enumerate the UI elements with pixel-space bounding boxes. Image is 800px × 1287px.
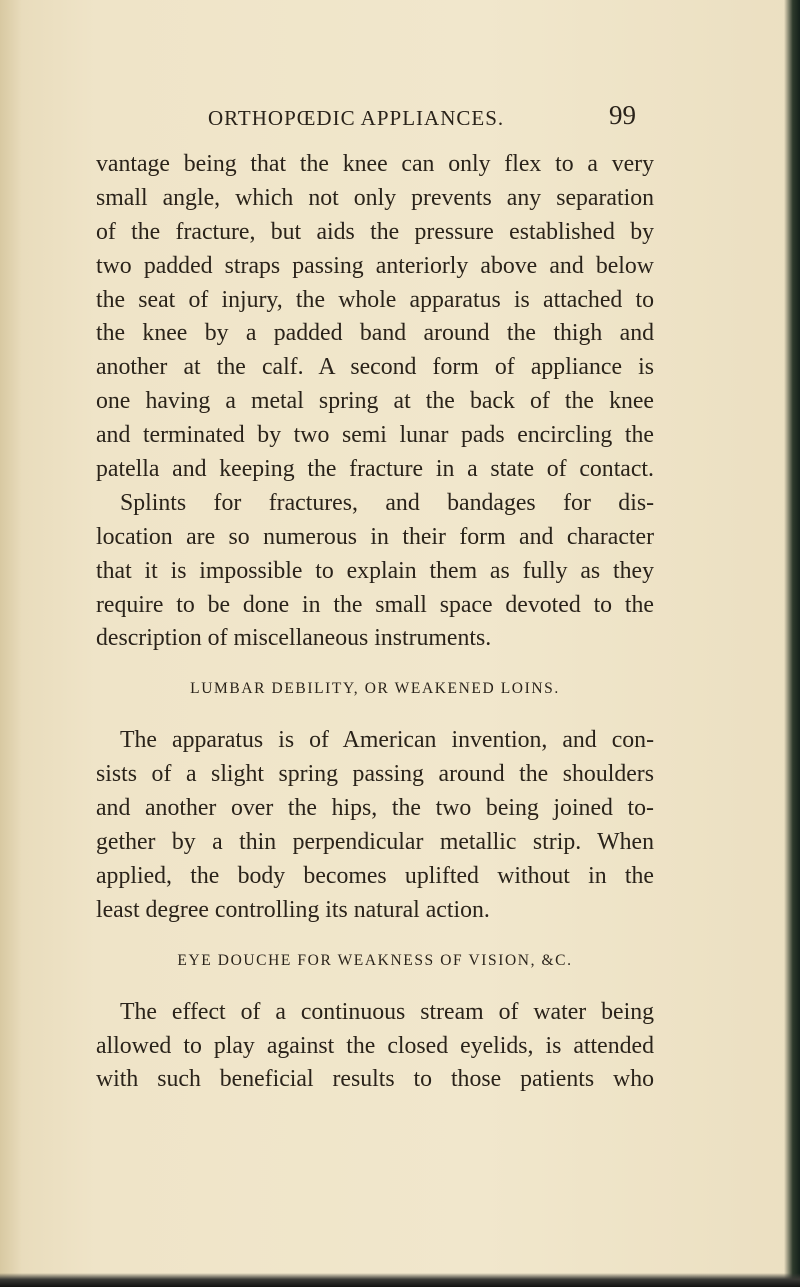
text-line: the knee by a padded band around the thigh and — [96, 320, 654, 347]
text-line: two padded straps passing anteriorly above and below — [96, 252, 654, 279]
text-line: least degree controlling its natural action. — [96, 896, 490, 923]
text-line: of the fracture, but aids the pressure established by — [96, 218, 654, 245]
page-number: 99 — [609, 100, 636, 130]
text-line: require to be done in the small space devoted to the — [96, 591, 654, 618]
running-head — [0, 98, 800, 138]
text-line: applied, the body becomes uplifted without in the — [96, 862, 654, 889]
text-line: patella and keeping the fracture in a state of contact. — [96, 456, 654, 483]
section-heading-eye-douche: EYE DOUCHE FOR WEAKNESS OF VISION, &C. — [177, 951, 573, 969]
section-heading-lumbar-debility: LUMBAR DEBILITY, OR WEAKENED LOINS. — [190, 680, 560, 698]
text-line: location are so numerous in their form and character — [96, 523, 654, 550]
text-line: description of miscellaneous instruments. — [96, 625, 492, 652]
text-line: allowed to play against the closed eyelids, is attended — [96, 1032, 654, 1059]
text-line: that it is impossible to explain them as fully as they — [96, 557, 654, 584]
page-bottom-edge — [0, 1273, 800, 1287]
text-line: the seat of injury, the whole apparatus is attached to — [96, 286, 654, 313]
text-line: and terminated by two semi lunar pads encircling the — [96, 422, 654, 449]
text-line: one having a metal spring at the back of the knee — [96, 388, 654, 415]
text-line: another at the calf. A second form of appliance is — [96, 354, 654, 381]
page-right-edge — [784, 0, 800, 1287]
text-line: gether by a thin perpendicular metallic strip. When — [96, 829, 654, 856]
text-line: and another over the hips, the two being joined to- — [96, 795, 654, 822]
text-line: The apparatus is of American invention, and con- — [120, 727, 654, 754]
text-line: small angle, which not only prevents any separation — [96, 184, 654, 211]
text-line: sists of a slight spring passing around the shoulders — [96, 761, 654, 788]
body-text — [96, 148, 654, 1097]
text-line: Splints for fractures, and bandages for dis- — [120, 489, 654, 516]
text-line: vantage being that the knee can only flex to a very — [96, 151, 654, 177]
running-title: ORTHOPŒDIC APPLIANCES. — [208, 106, 505, 130]
text-line: with such beneficial results to those patients who — [96, 1066, 654, 1093]
page-left-shadow — [0, 0, 22, 1287]
text-line: The effect of a continuous stream of water being — [120, 998, 654, 1025]
